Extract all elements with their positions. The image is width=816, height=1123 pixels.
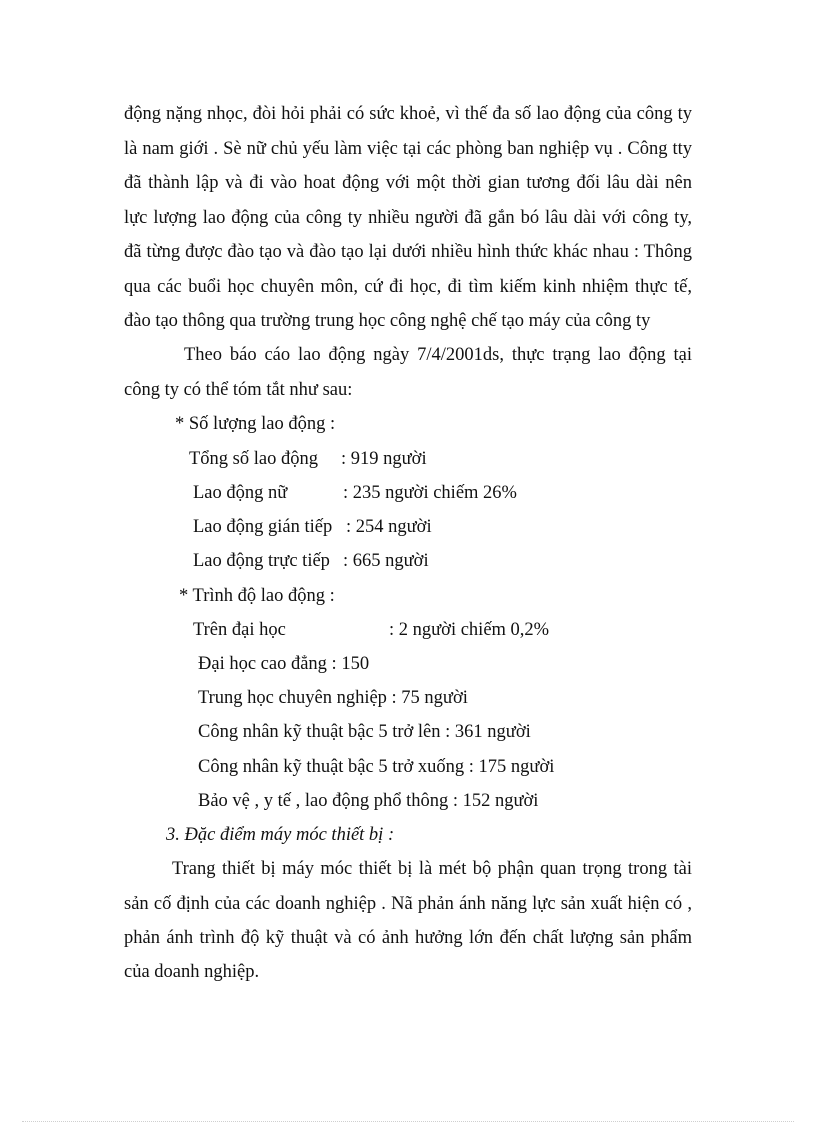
paragraph-line: sản cố định của các doanh nghiệp . Nã phản ánh năng lực sản xuất hiện có , bbox=[124, 894, 692, 914]
labor-row-label: Tổng số lao động bbox=[189, 449, 318, 469]
qualification-item: Bảo vệ , y tế , lao động phổ thông : 152 người bbox=[198, 791, 539, 811]
paragraph-line: động nặng nhọc, đòi hỏi phải có sức khoẻ, vì thế đa số lao động của công ty bbox=[124, 104, 692, 124]
labor-row-value: : 665 người bbox=[343, 551, 429, 571]
qualification-row-label: Trên đại học bbox=[193, 620, 286, 640]
labor-count-heading: * Số lượng lao động : bbox=[175, 414, 336, 434]
paragraph-line: là nam giới . Sè nữ chủ yếu làm việc tại các phòng ban nghiệp vụ . Công tty bbox=[124, 139, 692, 159]
qualification-item: Đại học cao đẳng : 150 bbox=[198, 654, 370, 674]
page-bottom-divider bbox=[22, 1121, 794, 1122]
labor-row-label: Lao động trực tiếp bbox=[193, 551, 330, 571]
qualification-heading: * Trình độ lao động : bbox=[179, 586, 335, 606]
section-heading: 3. Đặc điểm máy móc thiết bị : bbox=[166, 825, 395, 845]
paragraph-line: lực lượng lao động của công ty nhiều người đã gắn bó lâu dài với công ty, bbox=[124, 208, 692, 228]
paragraph-line: công ty có thể tóm tắt như sau: bbox=[124, 380, 353, 400]
labor-row-value: : 254 người bbox=[346, 517, 432, 537]
paragraph-line: đào tạo thông qua trường trung học công nghệ chế tạo máy của công ty bbox=[124, 311, 651, 331]
qualification-row-value: : 2 người chiếm 0,2% bbox=[389, 620, 550, 640]
paragraph-line: đã từng được đào tạo và đào tạo lại dưới nhiều hình thức khác nhau : Thông bbox=[124, 242, 692, 262]
labor-row-value: : 235 người chiếm 26% bbox=[343, 483, 517, 503]
paragraph-line: đã thành lập và đi vào hoat động với một thời gian tương đối lâu dài nên bbox=[124, 173, 692, 193]
labor-row-label: Lao động nữ bbox=[193, 483, 288, 503]
paragraph-line: Trang thiết bị máy móc thiết bị là mét bộ phận quan trọng trong tài bbox=[172, 859, 692, 879]
paragraph-line: Theo báo cáo lao động ngày 7/4/2001ds, thực trạng lao động tại bbox=[184, 345, 692, 365]
paragraph-line: phản ánh trình độ kỹ thuật và có ảnh hưởng lớn đến chất lượng sản phẩm bbox=[124, 928, 692, 948]
labor-row-value: : 919 người bbox=[341, 449, 427, 469]
paragraph-line: qua các buổi học chuyên môn, cứ đi học, đi tìm kiếm kinh nhiệm thực tế, bbox=[124, 277, 692, 297]
qualification-item: Trung học chuyên nghiệp : 75 người bbox=[198, 688, 468, 708]
qualification-item: Công nhân kỹ thuật bậc 5 trở lên : 361 người bbox=[198, 722, 531, 742]
labor-row-label: Lao động gián tiếp bbox=[193, 517, 333, 537]
qualification-item: Công nhân kỹ thuật bậc 5 trở xuống : 175 người bbox=[198, 757, 555, 777]
paragraph-line: của doanh nghiệp. bbox=[124, 962, 260, 982]
